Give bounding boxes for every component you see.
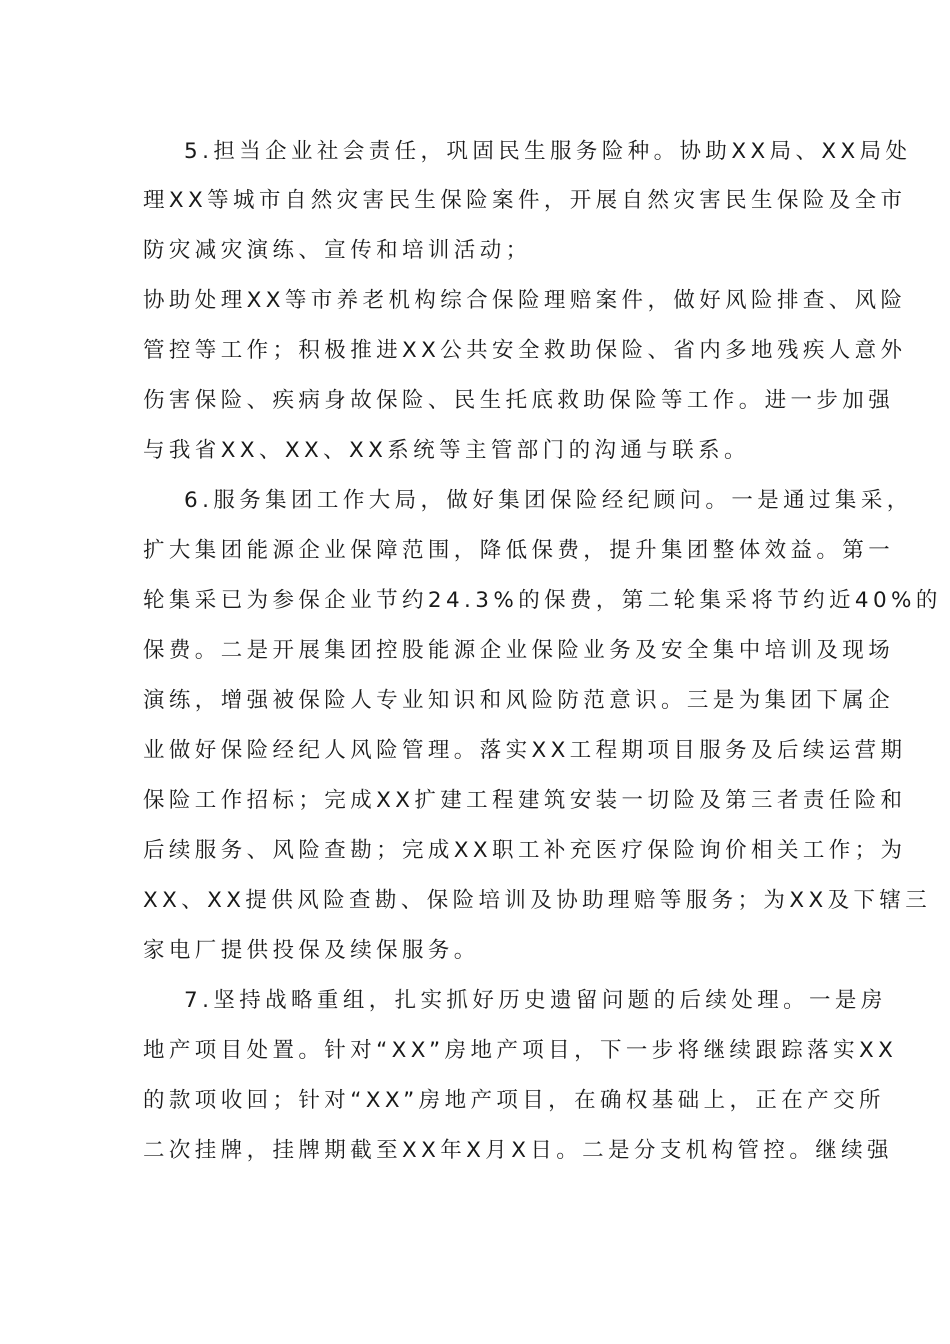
paragraph-7-line-4: 二次挂牌，挂牌期截至XX年X月X日。二是分支机构管控。继续强 [143,1138,893,1163]
paragraph-6-line-3: 轮集采已为参保企业节约24.3%的保费，第二轮集采将节约近40%的 [143,588,942,613]
paragraph-6-line-8: 后续服务、风险查勘；完成XX职工补充医疗保险询价相关工作；为 [143,838,907,863]
paragraph-6-line-10: 家电厂提供投保及续保服务。 [143,938,480,963]
paragraph-7-line-2: 地产项目处置。针对“XX”房地产项目，下一步将继续跟踪落实XX [143,1038,898,1063]
paragraph-6-line-7: 保险工作招标；完成XX扩建工程建筑安装一切险及第三者责任险和 [143,788,907,813]
paragraph-6-line-2: 扩大集团能源企业保障范围，降低保费，提升集团整体效益。第一 [143,538,895,563]
paragraph-6-line-6: 业做好保险经纪人风险管理。落实XX工程期项目服务及后续运营期 [143,738,907,763]
paragraph-7-line-1: 7.坚持战略重组，扎实抓好历史遗留问题的后续处理。一是房 [184,988,887,1013]
paragraph-6-line-4: 保费。二是开展集团控股能源企业保险业务及安全集中培训及现场 [143,638,895,663]
paragraph-5b-line-4: 与我省XX、XX、XX系统等主管部门的沟通与联系。 [143,438,750,463]
paragraph-6-line-1: 6.服务集团工作大局，做好集团保险经纪顾问。一是通过集采， [184,488,913,513]
paragraph-5-line-2: 理XX等城市自然灾害民生保险案件，开展自然灾害民生保险及全市 [143,188,907,213]
paragraph-5b-line-1: 协助处理XX等市养老机构综合保险理赔案件，做好风险排查、风险 [143,288,907,313]
paragraph-5-line-1: 5.担当企业社会责任，巩固民生服务险种。协助XX局、XX局处 [184,139,912,164]
paragraph-5b-line-3: 伤害保险、疾病身故保险、民生托底救助保险等工作。进一步加强 [143,388,895,413]
paragraph-5-line-3: 防灾减灾演练、宣传和培训活动； [143,238,532,263]
paragraph-5b-line-2: 管控等工作；积极推进XX公共安全救助保险、省内多地残疾人意外 [143,338,907,363]
paragraph-6-line-9: XX、XX提供风险查勘、保险培训及协助理赔等服务；为XX及下辖三 [143,888,932,913]
paragraph-6-line-5: 演练，增强被保险人专业知识和风险防范意识。三是为集团下属企 [143,688,895,713]
paragraph-7-line-3: 的款项收回；针对“XX”房地产项目，在确权基础上，正在产交所 [143,1088,885,1113]
